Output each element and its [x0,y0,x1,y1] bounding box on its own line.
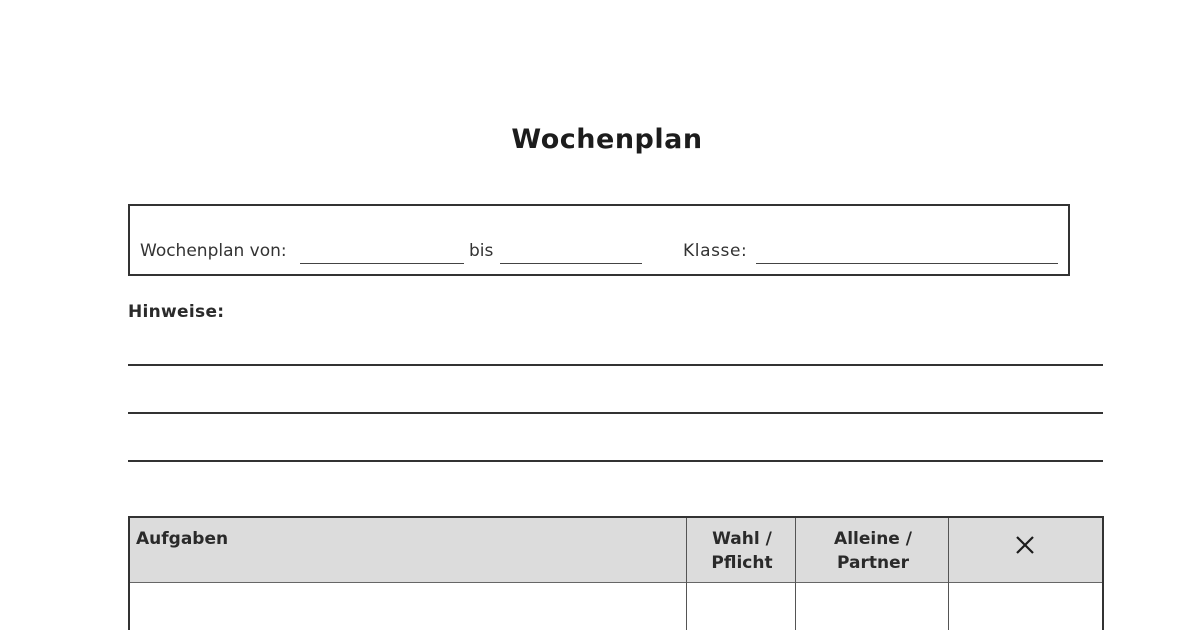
column-divider [948,518,949,630]
table-header-row [130,518,1102,583]
bis-label: bis [469,241,494,261]
von-date-field[interactable] [300,263,464,264]
tasks-header: Aufgaben [136,529,229,549]
partner-label: Partner [836,553,909,573]
close-icon [948,530,1101,560]
alleine-label: Alleine / [834,529,912,549]
notes-line[interactable] [128,364,1103,366]
notes-line[interactable] [128,460,1103,462]
column-divider [795,518,796,630]
notes-line[interactable] [128,412,1103,414]
klasse-field[interactable] [756,263,1058,264]
wahl-pflicht-header [688,527,796,575]
task-table [128,516,1104,630]
klasse-label: Klasse: [683,241,748,261]
bis-date-field[interactable] [500,263,642,264]
alleine-partner-header [797,527,949,575]
wahl-label: Wahl / [712,529,772,549]
hinweise-label: Hinweise: [128,302,225,322]
pflicht-label: Pflicht [711,553,773,573]
column-divider [686,518,687,630]
wochenplan-von-label: Wochenplan von: [140,241,287,261]
info-box [128,204,1070,276]
page-title: Wochenplan [511,124,703,155]
